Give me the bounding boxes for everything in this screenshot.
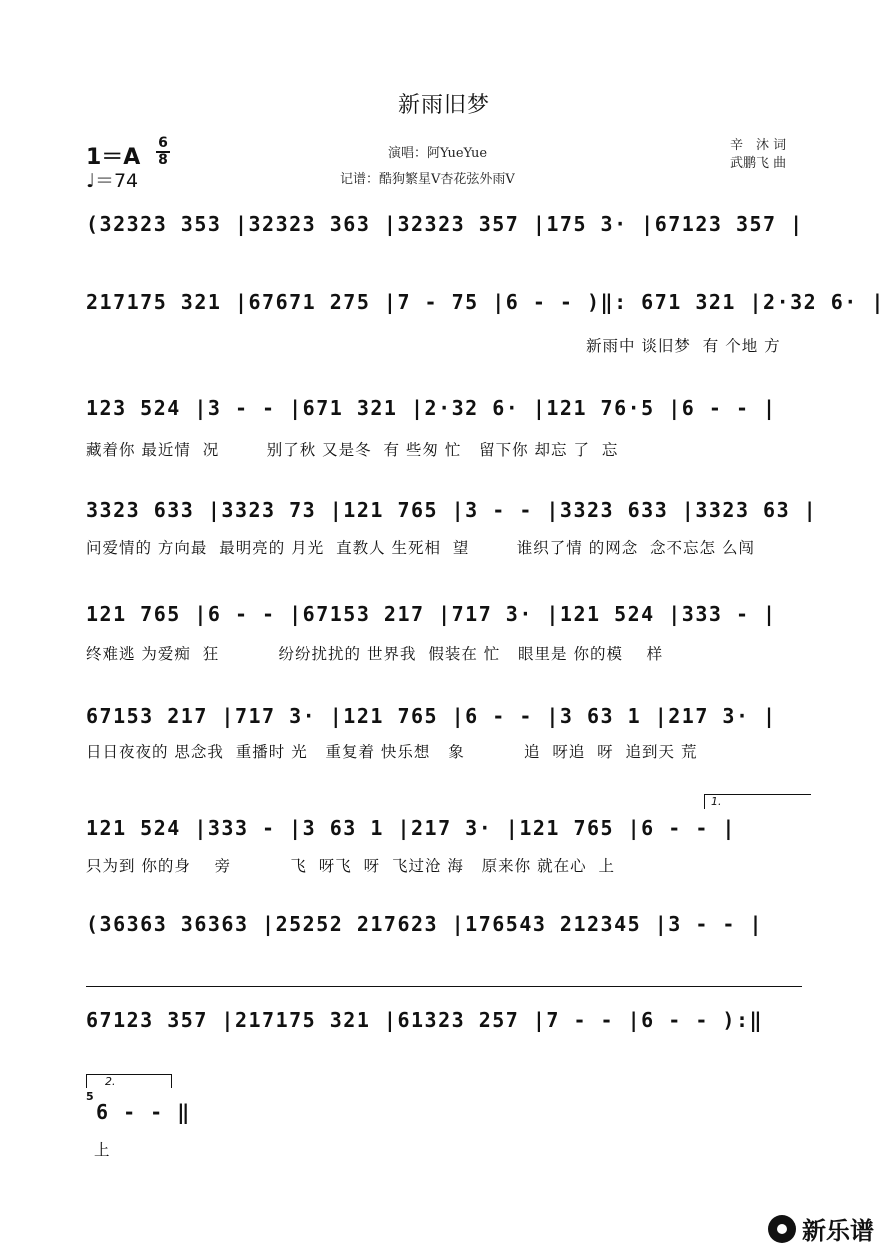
- composer-credit: 武鹏飞 曲: [730, 156, 787, 171]
- tempo-marking: ♩＝74: [86, 170, 139, 192]
- first-ending-bracket: 1.: [704, 794, 811, 809]
- notation-line: 217175 321 |67671 275 |7 - 75 |6 - - )‖: 671 321 |2·32 6· |: [86, 290, 885, 314]
- notation-line: 6 - - ‖: [96, 1100, 191, 1124]
- song-title: 新雨旧梦: [397, 93, 490, 118]
- notation-line: 67123 357 |217175 321 |61323 257 |7 - - |6 - - ):‖: [86, 1008, 764, 1032]
- key-signature: 1＝A: [86, 145, 141, 170]
- singer-credit: 演唱：阿YueYue: [388, 146, 488, 161]
- site-logo: [768, 1211, 874, 1246]
- lyricist-credit: 辛 沐 词: [730, 138, 787, 153]
- record-disc-icon: [768, 1215, 796, 1243]
- second-ending-bracket: 2.: [86, 1074, 172, 1088]
- lyric-line: 日日夜夜的 思念我 重播时 光 重复着 快乐想 象 追 呀追 呀 追到天 荒: [86, 743, 698, 761]
- lyric-line: 上: [94, 1141, 111, 1159]
- time-signature-top: 6: [158, 135, 168, 151]
- logo-text: 新乐谱: [802, 1217, 874, 1245]
- first-ending-continuation: [86, 986, 802, 987]
- notation-line: 3323 633 |3323 73 |121 765 |3 - - |3323 633 |3323 63 |: [86, 498, 818, 522]
- transcriber-credit: 记谱：酷狗繁星V杏花弦外雨V: [340, 172, 515, 187]
- lyric-line: 问爱情的 方向最 最明亮的 月光 直教人 生死相 望 谁织了情 的网念 念不忘怎 么闯: [86, 539, 755, 557]
- notation-line: 123 524 |3 - - |671 321 |2·32 6· |121 76·5 |6 - - |: [86, 396, 777, 420]
- lyric-line: 只为到 你的身 旁 飞 呀飞 呀 飞过沧 海 原来你 就在心 上: [86, 857, 615, 875]
- lyric-line: 终难逃 为爱痴 狂 纷纷扰扰的 世界我 假装在 忙 眼里是 你的模 样: [86, 645, 664, 663]
- grace-note: 5: [86, 1090, 94, 1103]
- notation-line: (36363 36363 |25252 217623 |176543 212345 |3 - - |: [86, 912, 764, 936]
- notation-line: (32323 353 |32323 363 |32323 357 |175 3· |67123 357 |: [86, 212, 804, 236]
- notation-line: 67153 217 |717 3· |121 765 |6 - - |3 63 1 |217 3· |: [86, 704, 777, 728]
- notation-line: 121 765 |6 - - |67153 217 |717 3· |121 524 |333 - |: [86, 602, 777, 626]
- lyric-line: 藏着你 最近情 况 别了秋 又是冬 有 些匆 忙 留下你 却忘 了 忘: [86, 441, 619, 459]
- notation-line: 121 524 |333 - |3 63 1 |217 3· |121 765 |6 - - |: [86, 816, 736, 840]
- lyric-line: 新雨中 谈旧梦 有 个地 方: [586, 337, 781, 355]
- time-signature-bottom: 8: [158, 152, 168, 168]
- time-signature: [156, 136, 170, 168]
